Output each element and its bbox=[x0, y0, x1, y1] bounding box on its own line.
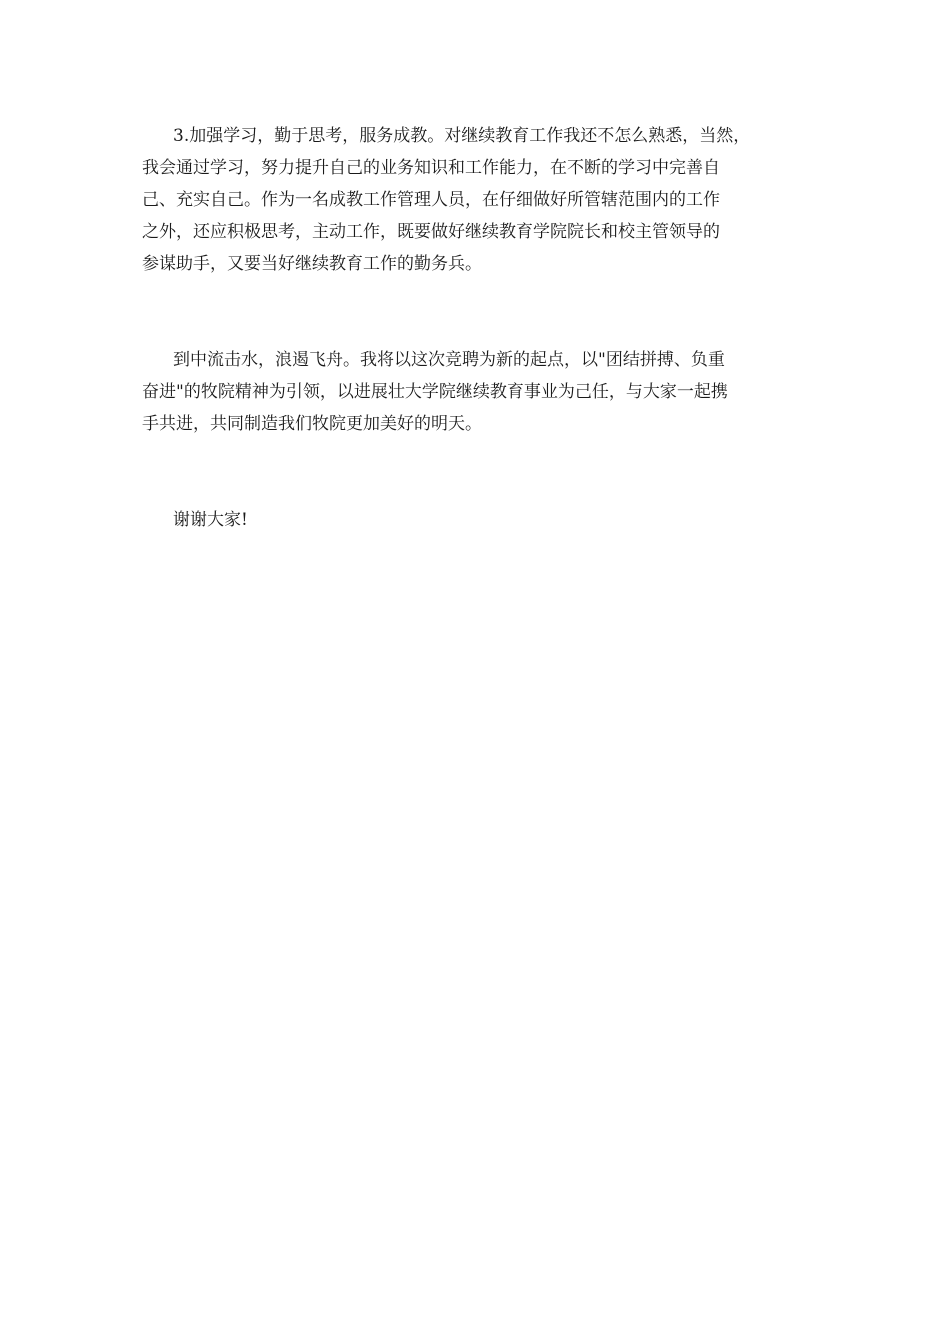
paragraph-line: 之外，还应积极思考，主动工作，既要做好继续教育学院院长和校主管领导的 bbox=[142, 222, 720, 242]
document-body bbox=[142, 120, 814, 536]
paragraph-line: 参谋助手，又要当好继续教育工作的勤务兵。 bbox=[142, 254, 482, 274]
paragraph-line: 奋进"的牧院精神为引领，以进展壮大学院继续教育事业为己任，与大家一起携 bbox=[142, 382, 728, 402]
paragraph-strengthen-learning bbox=[142, 120, 814, 280]
thanks-line: 谢谢大家! bbox=[173, 510, 248, 530]
paragraph-line: 3.加强学习，勤于思考，服务成教。对继续教育工作我还不怎么熟悉，当然， bbox=[173, 126, 751, 146]
paragraph-line: 手共进，共同制造我们牧院更加美好的明天。 bbox=[142, 414, 482, 434]
paragraph-line: 我会通过学习，努力提升自己的业务知识和工作能力，在不断的学习中完善自 bbox=[142, 158, 720, 178]
paragraph-line: 到中流击水，浪遏飞舟。我将以这次竞聘为新的起点，以"团结拼搏、负重 bbox=[173, 350, 725, 370]
paragraph-thanks bbox=[142, 504, 814, 536]
paragraph-closing-statement bbox=[142, 344, 814, 440]
paragraph-line: 己、充实自己。作为一名成教工作管理人员，在仔细做好所管辖范围内的工作 bbox=[142, 190, 720, 210]
